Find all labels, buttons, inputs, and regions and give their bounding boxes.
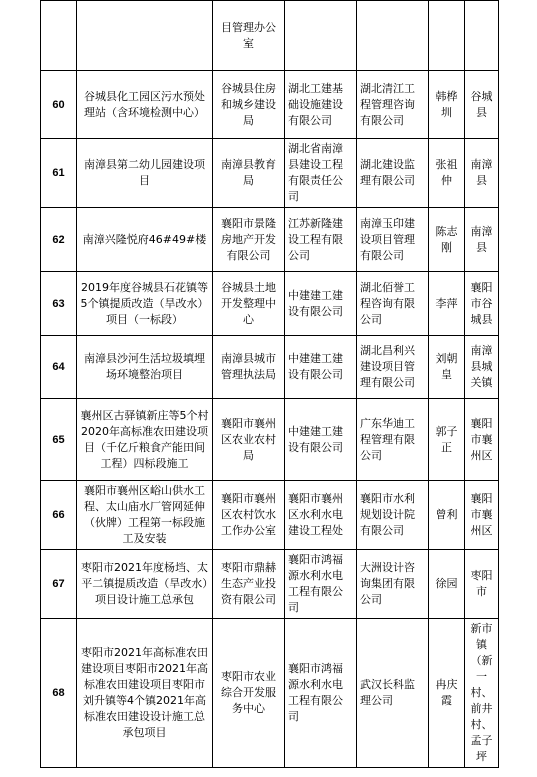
cell-contractor: 湖北工建基础设施建设有限公司: [285, 71, 357, 139]
cell-owner: 南漳县城市管理执法局: [213, 336, 285, 399]
cell-owner: 枣阳市农业综合开发服务中心: [213, 619, 285, 768]
cell-no: 67: [41, 550, 77, 619]
cell-supervisor: 广东华迪工程管理有限公司: [357, 399, 429, 481]
cell-person: 曾利: [429, 481, 465, 550]
cell-location: 襄阳市襄州区: [465, 481, 499, 550]
cell-person: 冉庆霞: [429, 619, 465, 768]
cell-project: 2019年度谷城县石花镇等5个镇提质改造（旱改水）项目（一标段）: [77, 272, 213, 336]
cell-project: 南漳县第二幼儿园建设项目: [77, 139, 213, 208]
cell-no: 65: [41, 399, 77, 481]
cell-supervisor: 南漳玉印建设项目管理有限公司: [357, 208, 429, 272]
cell-supervisor: 湖北佰誉工程咨询有限公司: [357, 272, 429, 336]
cell-contractor: 湖北省南漳县建设工程有限责任公司: [285, 139, 357, 208]
cell-contractor: [285, 1, 357, 71]
cell-project: 南漳兴隆悦府46#49#楼: [77, 208, 213, 272]
cell-owner: 目管理办公室: [213, 1, 285, 71]
cell-supervisor: [357, 1, 429, 71]
cell-supervisor: 襄阳市水利规划设计院有限公司: [357, 481, 429, 550]
cell-project: 襄州区古驿镇新庄等5个村2020年高标准农田建设项目（千亿斤粮食产能田间工程）四标段施工: [77, 399, 213, 481]
table-row: [41, 399, 499, 481]
cell-location: 枣阳市: [465, 550, 499, 619]
cell-location: 襄阳市谷城县: [465, 272, 499, 336]
cell-person: 张祖仲: [429, 139, 465, 208]
cell-location: 新市镇（新一村、前井村、孟子坪: [465, 619, 499, 768]
cell-no: 64: [41, 336, 77, 399]
cell-owner: 谷城县土地开发整理中心: [213, 272, 285, 336]
cell-owner: 襄阳市襄州区农业农村局: [213, 399, 285, 481]
table-row: [41, 208, 499, 272]
cell-project: [77, 1, 213, 71]
cell-location: 南漳县城关镇: [465, 336, 499, 399]
cell-person: 刘朝皇: [429, 336, 465, 399]
cell-no: 66: [41, 481, 77, 550]
cell-location: [465, 1, 499, 71]
table-row: [41, 336, 499, 399]
table-row: [41, 619, 499, 768]
cell-no: 61: [41, 139, 77, 208]
cell-owner: 南漳县教育局: [213, 139, 285, 208]
cell-project: 谷城县化工园区污水预处理站（含环境检测中心）: [77, 71, 213, 139]
cell-contractor: 中建建工建设有限公司: [285, 399, 357, 481]
table-row: [41, 550, 499, 619]
cell-person: 陈志刚: [429, 208, 465, 272]
cell-person: 郭子正: [429, 399, 465, 481]
cell-location: 南漳县: [465, 139, 499, 208]
cell-contractor: 襄阳市鸿福源水利水电工程有限公司: [285, 550, 357, 619]
cell-contractor: 中建建工建设有限公司: [285, 336, 357, 399]
cell-project: 枣阳市2021年度杨垱、太平二镇提质改造（旱改水）项目设计施工总承包: [77, 550, 213, 619]
cell-person: 徐园: [429, 550, 465, 619]
cell-supervisor: 湖北建设监理有限公司: [357, 139, 429, 208]
cell-contractor: 中建建工建设有限公司: [285, 272, 357, 336]
cell-owner: 枣阳市鼎赫生态产业投资有限公司: [213, 550, 285, 619]
cell-owner: 谷城县住房和城乡建设局: [213, 71, 285, 139]
project-table: [40, 0, 499, 768]
cell-owner: 襄阳市景隆房地产开发有限公司: [213, 208, 285, 272]
cell-project: 襄阳市襄州区峪山供水工程、太山庙水厂管网延伸（伙牌）工程第一标段施工及安装: [77, 481, 213, 550]
cell-person: 李萍: [429, 272, 465, 336]
cell-location: 襄阳市襄州区: [465, 399, 499, 481]
table-row: [41, 481, 499, 550]
table-body: [41, 1, 499, 768]
cell-no: 60: [41, 71, 77, 139]
cell-no: 62: [41, 208, 77, 272]
cell-no: [41, 1, 77, 71]
cell-location: 谷城县: [465, 71, 499, 139]
cell-supervisor: 湖北清江工程管理咨询有限公司: [357, 71, 429, 139]
cell-supervisor: 大洲设计咨询集团有限公司: [357, 550, 429, 619]
cell-contractor: 襄阳市襄州区水利水电建设工程处: [285, 481, 357, 550]
table-row: [41, 139, 499, 208]
cell-contractor: 江苏新隆建设工程有限公司: [285, 208, 357, 272]
cell-no: 68: [41, 619, 77, 768]
table-row: [41, 1, 499, 71]
cell-supervisor: 湖北昌利兴建设项目管理有限公司: [357, 336, 429, 399]
cell-person: 韩桦圳: [429, 71, 465, 139]
cell-owner: 襄阳市襄州区农村饮水工作办公室: [213, 481, 285, 550]
cell-project: 南漳县沙河生活垃圾填埋场环境整治项目: [77, 336, 213, 399]
cell-location: 南漳县: [465, 208, 499, 272]
cell-project: 枣阳市2021年高标准农田建设项目枣阳市2021年高标准农田建设项目枣阳市刘升镇等4个镇2021年高标准农田建设设计施工总承包项目: [77, 619, 213, 768]
cell-person: [429, 1, 465, 71]
cell-supervisor: 武汉长科监理公司: [357, 619, 429, 768]
cell-no: 63: [41, 272, 77, 336]
table-row: [41, 71, 499, 139]
cell-contractor: 襄阳市鸿福源水利水电工程有限公司: [285, 619, 357, 768]
table-row: [41, 272, 499, 336]
